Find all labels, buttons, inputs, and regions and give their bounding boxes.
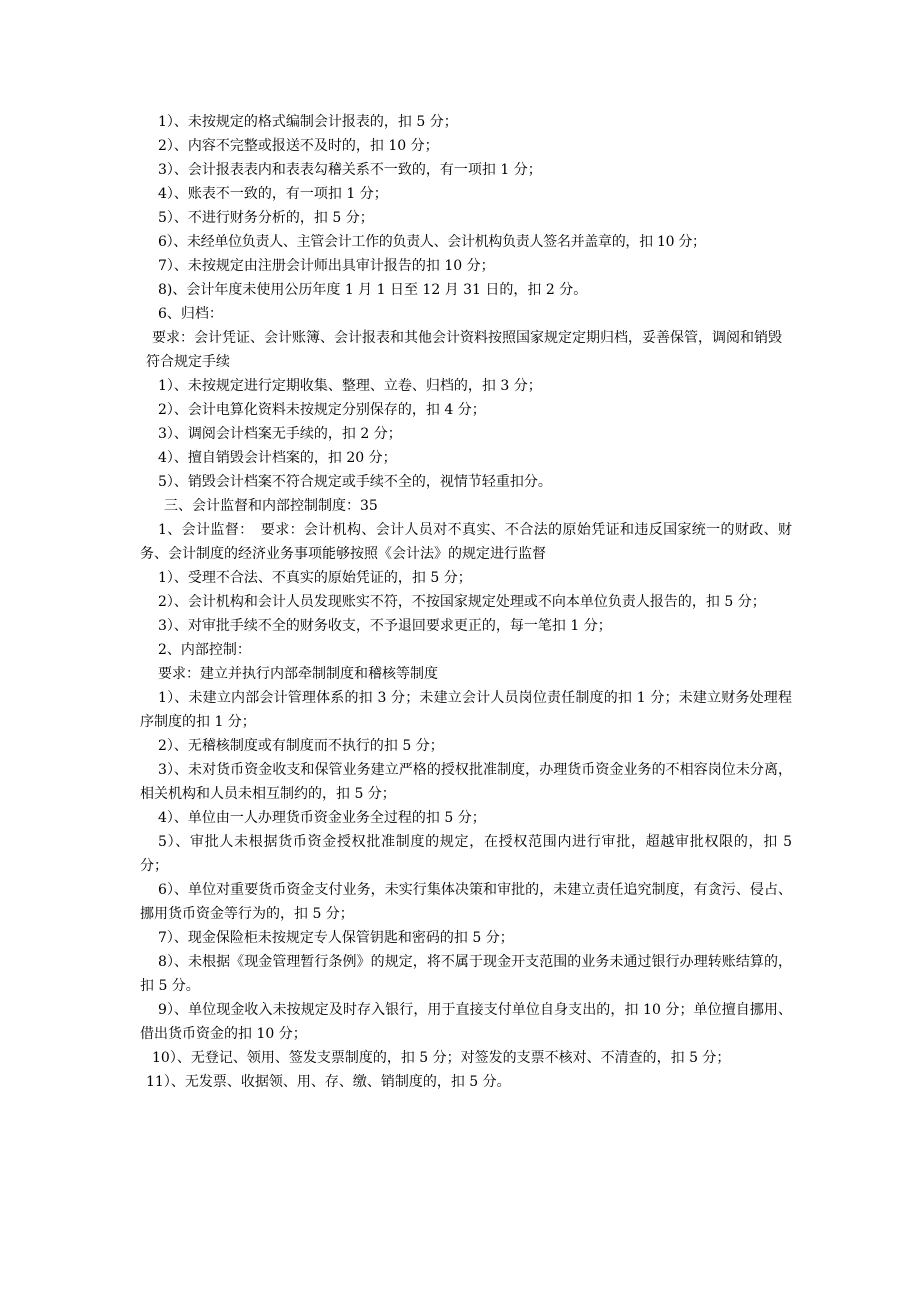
- list-item: 10）、无登记、领用、签发支票制度的，扣 5 分；对签发的支票不核对、不清查的，扣 5 分；: [152, 1050, 731, 1066]
- list-item: 4）、擅自销毁会计档案的，扣 20 分；: [158, 450, 397, 466]
- requirement-paragraph: 要求：会计凭证、会计账簿、会计报表和其他会计资料按照国家规定定期归档，妥善保管，调阅和销毁: [152, 330, 782, 346]
- list-item: 2）、会计机构和会计人员发现账实不符，不按国家规定处理或不向本单位负责人报告的，扣 5 分；: [158, 594, 766, 610]
- list-item: 4）、账表不一致的，有一项扣 1 分；: [158, 186, 388, 202]
- list-item: 1）、未按规定进行定期收集、整理、立卷、归档的，扣 3 分；: [158, 378, 542, 394]
- list-item: 1）、未建立内部会计管理体系的扣 3 分；未建立会计人员岗位责任制度的扣 1 分；未建立财务处理程序制度的扣 1 分；: [140, 690, 792, 730]
- list-item: 9）、单位现金收入未按规定及时存入银行，用于直接支付单位自身支出的，扣 10 分；单位擅自挪用、借出货币资金的扣 10 分；: [140, 1002, 792, 1042]
- list-item: 7）、现金保险柜未按规定专人保管钥匙和密码的扣 5 分；: [158, 930, 514, 946]
- document-body: [140, 110, 792, 1094]
- list-item: 2）、无稽核制度或有制度而不执行的扣 5 分；: [158, 738, 444, 754]
- list-item: 11）、无发票、收据领、用、存、缴、销制度的，扣 5 分。: [146, 1074, 511, 1090]
- list-item: 3）、会计报表表内和表表勾稽关系不一致的，有一项扣 1 分；: [158, 162, 542, 178]
- list-item: 6）、未经单位负责人、主管会计工作的负责人、会计机构负责人签名并盖章的，扣 10 分；: [158, 234, 706, 250]
- list-item: 8)、会计年度未使用公历年度 1 月 1 日至 12 月 31 日的，扣 2 分。: [158, 282, 588, 298]
- list-item: 5）、审批人未根据货币资金授权批准制度的规定，在授权范围内进行审批，超越审批权限的，扣 5 分；: [140, 834, 792, 874]
- chapter-heading: 三、会计监督和内部控制制度：35: [164, 498, 378, 514]
- list-item: 5）、不进行财务分析的，扣 5 分；: [158, 210, 374, 226]
- list-item: 3）、未对货币资金收支和保管业务建立严格的授权批准制度，办理货币资金业务的不相容岗位未分离，相关机构和人员未相互制约的，扣 5 分；: [140, 762, 792, 802]
- list-item: 5）、销毁会计档案不符合规定或手续不全的，视情节轻重扣分。: [158, 474, 552, 490]
- list-item: 3）、调阅会计档案无手续的，扣 2 分；: [158, 426, 402, 442]
- list-item: 4）、单位由一人办理货币资金业务全过程的扣 5 分；: [158, 810, 486, 826]
- requirement-continuation: 符合规定手续: [146, 354, 230, 370]
- list-item: 7）、未按规定由注册会计师出具审计报告的扣 10 分；: [158, 258, 495, 274]
- list-item: 1）、未按规定的格式编制会计报表的，扣 5 分；: [158, 114, 458, 130]
- list-item: 1）、受理不合法、不真实的原始凭证的，扣 5 分；: [158, 570, 472, 586]
- list-item: 2）、内容不完整或报送不及时的，扣 10 分；: [158, 138, 439, 154]
- list-item: 6）、单位对重要货币资金支付业务，未实行集体决策和审批的，未建立责任追究制度，有贪污、侵占、挪用货币资金等行为的，扣 5 分；: [140, 882, 792, 922]
- requirement-paragraph: 1、会计监督： 要求：会计机构、会计人员对不真实、不合法的原始凭证和违反国家统一的财政、财务、会计制度的经济业务事项能够按照《会计法》的规定进行监督: [140, 522, 792, 562]
- list-item: 8）、未根据《现金管理暂行条例》的规定，将不属于现金开支范围的业务未通过银行办理转账结算的，扣 5 分。: [140, 954, 792, 994]
- list-item: 2）、会计电算化资料未按规定分别保存的，扣 4 分；: [158, 402, 486, 418]
- list-item: 3）、对审批手续不全的财务收支，不予退回要求更正的，每一笔扣 1 分；: [158, 618, 612, 634]
- requirement-paragraph: 要求：建立并执行内部牵制制度和稽核等制度: [158, 666, 438, 682]
- section-heading: 6、归档：: [158, 306, 223, 322]
- section-heading: 2、内部控制：: [158, 642, 251, 658]
